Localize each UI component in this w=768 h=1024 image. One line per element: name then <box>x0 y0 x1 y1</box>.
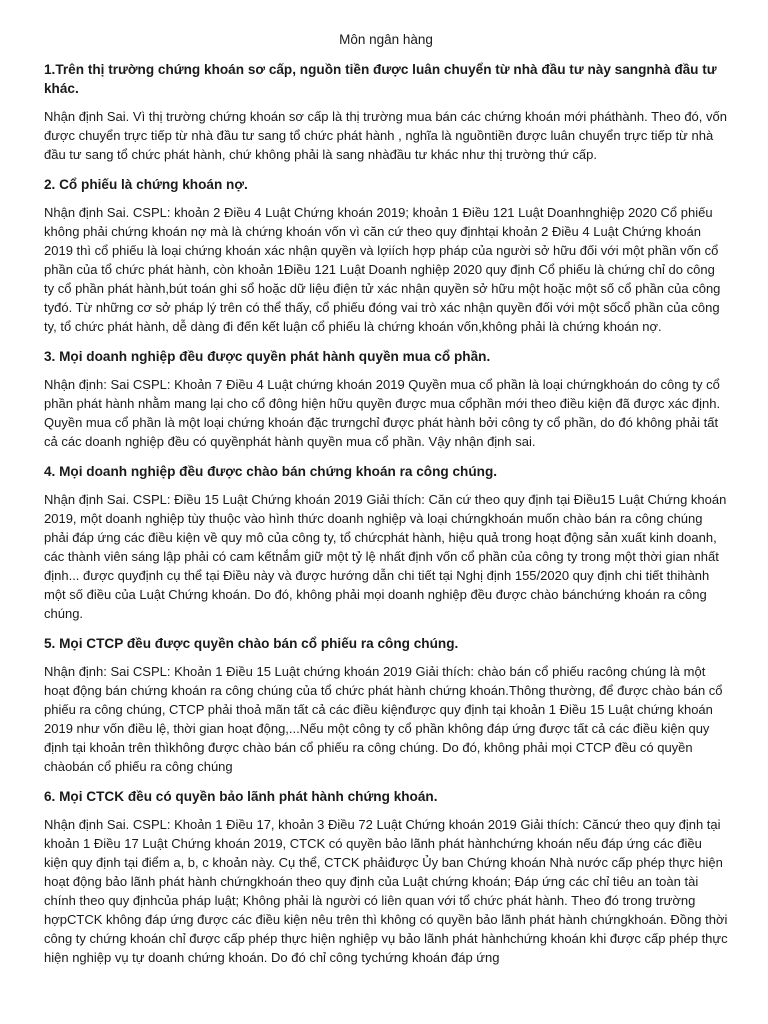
answer-2: Nhận định Sai. CSPL: khoản 2 Điều 4 Luật Chứng khoán 2019; khoản 1 Điều 121 Luật Doanhnghiệp 2020 Cổ phiếu không phải chứng khoán nợ mà là chứng khoán vốn vì căn cứ theo quy địnhtại khoản 2 Điều 4 Luật Chứng khoán 2019 thì cổ phiếu là loại chứng khoán xác nhận quyền và lợiích hợp pháp của người sở hữu đối với một phần vốn cổ phần của tổ chức phát hành, còn khoản 1Điều 121 Luật Doanh nghiệp 2020 quy định Cổ phiếu là chứng chỉ do công ty cổ phần phát hành,bút toán ghi sổ hoặc dữ liệu điện tử xác nhận quyền sở hữu một hoặc một số cổ phần của công tyđó. Từ những cơ sở pháp lý trên có thể thấy, cổ phiếu đóng vai trò xác nhận quyền đối với một sốcổ phần của công ty, tổ chức phát hành, dễ dàng đi đến kết luận cổ phiếu là chứng khoán vốn,không phải là chứng khoán nợ. <box>44 205 721 334</box>
question-6: 6. Mọi CTCK đều có quyền bảo lãnh phát hành chứng khoán. <box>44 789 438 804</box>
question-4: 4. Mọi doanh nghiệp đều được chào bán chứng khoán ra công chúng. <box>44 464 498 479</box>
question-1: 1.Trên thị trường chứng khoán sơ cấp, nguồn tiền được luân chuyển từ nhà đầu tư này sangnhà đầu tư khác. <box>44 62 717 96</box>
answer-6: Nhận định Sai. CSPL: Khoản 1 Điều 17, khoản 3 Điều 72 Luật Chứng khoán 2019 Giải thích: Căncứ theo quy định tại khoản 1 Điều 17 Luật Chứng khoán 2019, CTCK có quyền bảo lãnh phát hànhchứng khoán nếu đáp ứng các điều kiện quy định tại điểm a, b, c khoản này. Cụ thể, CTCK phảiđược Ủy ban Chứng khoán Nhà nước cấp phép thực hiện hoạt động bảo lãnh phát hành chứngkhoán theo quy định của Luật chứng khoán; Đáp ứng các chỉ tiêu an toàn tài chính theo quy địnhcủa pháp luật; Không phải là người có liên quan với tổ chức phát hành. Theo đó trong trường hợpCTCK không đáp ứng được các điều kiện nêu trên thì không có quyền bảo lãnh phát hành chứngkhoán. Đồng thời công ty chứng khoán chỉ được cấp phép thực hiện nghiệp vụ bảo lãnh phát hànhchứng khoán khi được cấp phép thực hiện nghiệp vụ tự doanh chứng khoán. Do đó chỉ công tychứng khoán đáp ứng <box>44 817 728 965</box>
question-2: 2. Cổ phiếu là chứng khoán nợ. <box>44 177 248 192</box>
question-3: 3. Mọi doanh nghiệp đều được quyền phát hành quyền mua cổ phần. <box>44 349 491 364</box>
answer-1: Nhận định Sai. Vì thị trường chứng khoán sơ cấp là thị trường mua bán các chứng khoán mới pháthành. Theo đó, vốn được chuyển trực tiếp từ nhà đầu tư sang tổ chức phát hành , nghĩa là nguồntiền được luân chuyển trực tiếp từ nhà đầu tư sang tổ chức phát hành, chứ không phải là sang nhàđầu tư khác như thị trường thứ cấp. <box>44 109 727 162</box>
question-5: 5. Mọi CTCP đều được quyền chào bán cổ phiếu ra công chúng. <box>44 636 459 651</box>
answer-5: Nhận định: Sai CSPL: Khoản 1 Điều 15 Luật chứng khoán 2019 Giải thích: chào bán cổ phiếu racông chúng là một hoạt động bán chứng khoán ra công chúng của tổ chức phát hành chứng khoán.Thông thường, để được chào bán cổ phiếu ra công chúng, CTCP phải thoả mãn tất cả các điều kiệnđược quy định tại khoản 1 Điều 15 Luật chứng khoán 2019 như vốn điều lệ, thời gian hoạt động,...Nếu một công ty cổ phần không đáp ứng được tất cả các điều kiện quy định tại khoản trên thìkhông được chào bán cổ phiếu ra công chúng. Do đó, không phải mọi CTCP đều có quyền chàobán cổ phiếu ra công chúng <box>44 664 723 774</box>
answer-4: Nhận định Sai. CSPL: Điều 15 Luật Chứng khoán 2019 Giải thích: Căn cứ theo quy định tại Điều15 Luật Chứng khoán 2019, một doanh nghiệp tùy thuộc vào hình thức doanh nghiệp và loại chứngkhoán muốn chào bán ra công chúng phải đáp ứng các điều kiện về quy mô của công ty, tổ chứcphát hành, hiệu quả trong hoạt động sản xuất kinh doanh, các thành viên sáng lập phải có cam kếtnắm giữ một tỷ lệ nhất định vốn cổ phần của công ty trong một thời gian nhất định... được quyđịnh cụ thể tại Điều này và được hướng dẫn chi tiết tại Nghị định 155/2020 quy định chi tiết thihành một số điều của Luật Chứng khoán. Do đó, không phải mọi doanh nghiệp đều được chào bánchứng khoán ra công chúng. <box>44 492 727 621</box>
document-title: Môn ngân hàng <box>339 32 433 47</box>
answer-3: Nhận định: Sai CSPL: Khoản 7 Điều 4 Luật chứng khoán 2019 Quyền mua cổ phần là loại chứngkhoán do công ty cổ phần phát hành nhằm mang lại cho cổ đông hiện hữu quyền được mua cổphần mới theo điều kiện đã được xác định. Quyền mua cổ phần là một loại chứng khoán đặc trưngchỉ được phát hành bởi công ty cổ phần, do đó không phải tất cả các doanh nghiệp đều có quyềnphát hành quyền mua cổ phần. Vậy nhận định sai. <box>44 377 721 449</box>
